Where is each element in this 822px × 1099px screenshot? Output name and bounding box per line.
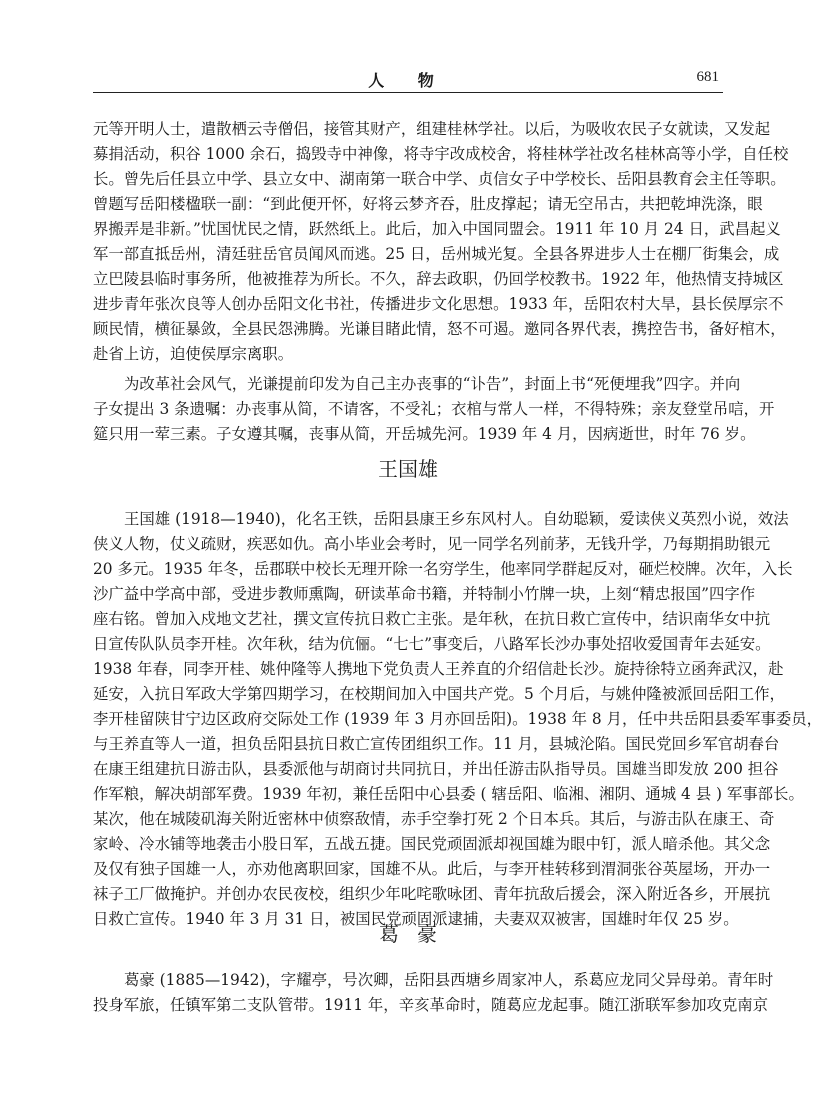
text-line: 长。曾先后任县立中学、县立女中、湖南第一联合中学、贞信女子中学校长、岳阳县教育会主任等职。 (93, 170, 786, 188)
text-line: 作军粮，解决胡部军费。1939 年初，兼任岳阳中心县委 ( 辖岳阳、临湘、湘阴、通城 4 县 ) 军事部长。 (93, 785, 804, 803)
text-line: 座右铭。曾加入戍地文艺社，撰文宣传抗日救亡主张。是年秋，在抗日救亡宣传中，结识南华女中抗 (93, 610, 771, 628)
text-line: 投身军旅，任镇军第二支队管带。1911 年，辛亥革命时，随葛应龙起事。随江浙联军参加攻克南京 (93, 996, 769, 1014)
section-title-wang-guoxiong: 王国雄 (378, 457, 438, 481)
text-line: 子女提出 3 条遗嘱：办丧事从简，不请客，不受礼；衣棺与常人一样，不得特殊；亲友登堂吊唁，开 (93, 400, 775, 418)
section-title-ge-hao: 葛豪 (379, 922, 455, 946)
text-line: 及仅有独子国雄一人，亦劝他离职回家，国雄不从。此后，与李开桂转移到渭洞张谷英屋场，开办一 (93, 860, 771, 878)
text-line: 家岭、冷水铺等地袭击小股日军，五战五捷。国民党顽固派却视国雄为眼中钉，派人暗杀他。其父念 (93, 835, 771, 853)
text-line: 20 多元。1935 年冬，岳郡联中校长无理开除一名穷学生，他率同学群起反对，砸烂校牌。次年，入长 (93, 560, 793, 578)
text-line: 在康王组建抗日游击队，县委派他与胡商讨共同抗日，并出任游击队指导员。国雄当即发放 200 担谷 (93, 760, 779, 778)
text-line: 沙广益中学高中部，受进步教师熏陶，研读革命书籍，并特制小竹牌一块，上刻“精忠报国”四字作 (93, 585, 756, 603)
text-line: 界搬弄是非新。”忧国忧民之情，跃然纸上。此后，加入中国同盟会。1911 年 10 月 24 日，武昌起义 (93, 220, 781, 238)
paragraph (93, 968, 774, 1018)
running-header (93, 66, 723, 93)
paragraph (93, 372, 775, 447)
paragraph (93, 117, 789, 367)
text-line: 军一部直抵岳州，清廷驻岳官员闻风而逃。25 日，岳州城光复。全县各界进步人士在棚厂街集会，成 (93, 245, 780, 263)
text-line: 袜子工厂做掩护。并创办农民夜校，组织少年叱咤歌咏团、青年抗敌后援会，深入附近各乡，开展抗 (93, 885, 771, 903)
text-line: 与王养直等人一道，担负岳阳县抗日救亡宣传团组织工作。11 月，县城沦陷。国民党回乡军官胡春台 (93, 735, 780, 753)
text-line: 延安，入抗日军政大学第四期学习，在校期间加入中国共产党。5 个月后，与姚仲隆被派回岳阳工作， (93, 685, 785, 703)
text-line: 葛豪 (1885—1942)，字耀亭，号次卿，岳阳县西塘乡周家冲人，系葛应龙同父异母弟。青年时 (124, 971, 774, 989)
section-continued-biography (93, 117, 789, 447)
text-line: 为改革社会风气，光谦提前印发为自己主办丧事的“讣告”，封面上书“死便埋我”四字。并向 (124, 375, 741, 393)
text-line: 顾民情，横征暴敛，全县民怨沸腾。光谦目睹此情，怒不可遏。邀同各界代表，携控告书，备好棺木， (93, 320, 786, 338)
text-line: 募捐活动，积谷 1000 余石，捣毁寺中神像，将寺宇改成校舍，将桂林学社改名桂林高等小学，自任校 (93, 145, 789, 163)
text-line: 日救亡宣传。1940 年 3 月 31 日，被国民党顽固派逮捕，夫妻双双被害，国雄时年仅 25 岁。 (93, 910, 739, 928)
text-line: 1938 年春，同李开桂、姚仲隆等人携地下党负责人王养直的介绍信赴长沙。旋持徐特立函奔武汉，赴 (93, 660, 784, 678)
text-line: 李开桂留陕甘宁边区政府交际处工作 (1939 年 3 月亦回岳阳)。1938 年 8 月，任中共岳阳县委军事委员， (93, 710, 822, 728)
text-line: 立巴陵县临时事务所，他被推荐为所长。不久，辞去政职，仍回学校教书。1922 年，他热情支持城区 (93, 270, 784, 288)
text-line: 王国雄 (1918—1940)，化名王铁，岳阳县康王乡东风村人。自幼聪颖，爱读侠义英烈小说，效法 (124, 510, 789, 528)
text-line: 日宣传队队员李开桂。次年秋，结为伉俪。“七七”事变后，八路军长沙办事处招收爱国青年去延安。 (93, 635, 771, 653)
text-line: 赴省上访，迫使侯厚宗离职。 (93, 345, 294, 363)
text-line: 某次，他在城陵矶海关附近密林中侦察敌情，赤手空拳打死 2 个日本兵。其后，与游击队在康王、奇 (93, 810, 775, 828)
text-line: 元等开明人士，遣散栖云寺僧侣，接管其财产，组建桂林学社。以后，为吸收农民子女就读，又发起 (93, 120, 771, 138)
section-ge-hao (93, 968, 774, 1018)
text-line: 侠义人物，仗义疏财，疾恶如仇。高小毕业会考时，见一同学名列前茅，无钱升学，乃每期捐助银元 (93, 535, 771, 553)
page-number: 681 (696, 69, 719, 85)
text-line: 曾题写岳阳楼楹联一副：“到此便开怀，好将云梦齐吞，肚皮撑起；请无空吊古，共把乾坤洗涤，眼 (93, 195, 763, 213)
paragraph (93, 507, 822, 932)
text-line: 进步青年张次良等人创办岳阳文化书社，传播进步文化思想。1933 年，岳阳农村大旱，县长侯厚宗不 (93, 295, 784, 313)
header-title: 人 物 (368, 71, 448, 90)
section-wang-guoxiong (93, 507, 822, 932)
text-line: 筵只用一荤三素。子女遵其嘱，丧事从简，开岳城先河。1939 年 4 月，因病逝世，时年 76 岁。 (93, 425, 756, 443)
